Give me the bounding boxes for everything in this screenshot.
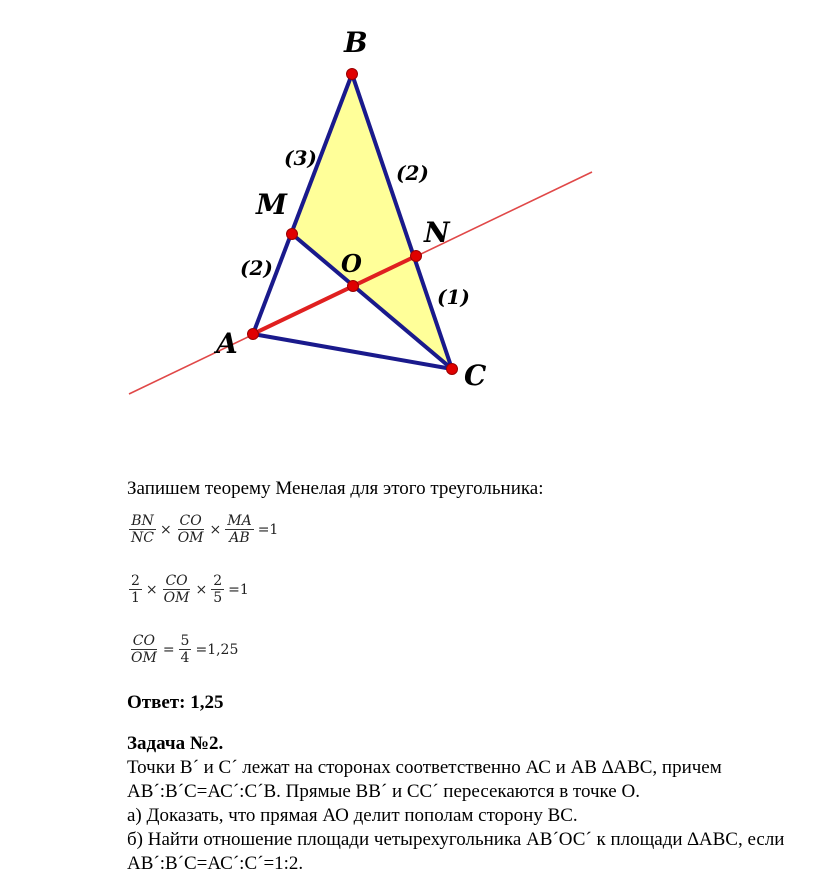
task-line: а) Доказать, что прямая АО делит пополам сторону ВС. [127,805,578,826]
point-o [348,281,359,292]
numerator: CO [132,633,155,649]
fraction [176,513,206,546]
equals-value: =1 [228,581,249,598]
fraction [179,633,192,666]
fraction [129,513,156,546]
fraction [211,573,224,606]
label-b: B [344,26,368,59]
equals-value: =1 [257,521,279,538]
denominator: OM [163,590,190,606]
denominator: AB [229,530,250,546]
label-a: A [216,327,238,360]
fraction [129,573,142,606]
numerator: 5 [180,633,190,649]
label-n: N [424,216,450,249]
ratio-nc: (1) [437,285,470,309]
formula-menelaus [127,513,280,546]
task-line: АВ´:В´С=АС´:С´В. Прямые ВВ´ и СС´ пересекаются в точке О. [127,781,640,802]
point-n [411,251,422,262]
ratio-bm: (3) [284,146,317,170]
numerator: CO [179,513,202,529]
denominator: 5 [213,590,223,606]
ratio-bn: (2) [396,161,429,185]
formula-substituted [127,573,251,606]
label-m: M [256,188,287,221]
denominator: OM [177,530,204,546]
task-2 [127,732,784,876]
denominator: 4 [180,650,190,666]
point-b [347,69,358,80]
numerator: BN [131,513,154,529]
point-c [447,364,458,375]
ratio-ma: (2) [240,256,273,280]
fraction [129,633,159,666]
answer-text: Ответ: 1,25 [127,692,224,713]
fraction [225,513,253,546]
task-line: АВ´:В´С=АС´:С´=1:2. [127,853,304,874]
point-a [248,329,259,340]
denominator: 1 [131,590,140,606]
times-sign: × [209,521,222,538]
numerator: 2 [213,573,223,589]
numerator: CO [165,573,188,589]
denominator: NC [131,530,154,546]
times-sign: × [195,581,208,598]
numerator: 2 [131,573,140,589]
label-c: C [464,359,487,392]
point-m [287,229,298,240]
equals-sign: = [162,641,175,658]
denominator: OM [131,650,157,666]
triangle-diagram [0,0,816,440]
times-sign: × [145,581,158,598]
label-o: O [341,249,362,278]
task-line: Точки B´ и C´ лежат на сторонах соответственно АС и АВ ∆АВС, причем [127,757,722,778]
times-sign: × [159,521,172,538]
equals-value: =1,25 [195,641,239,658]
fraction [162,573,192,606]
formula-result [127,633,240,666]
task-line: б) Найти отношение площади четырехугольника АВ´ОС´ к площади ∆АВС, если [127,829,785,850]
task-title: Задача №2. [127,733,224,754]
intro-text: Запишем теорему Менелая для этого треугольника: [127,478,544,499]
numerator: MA [227,513,252,529]
